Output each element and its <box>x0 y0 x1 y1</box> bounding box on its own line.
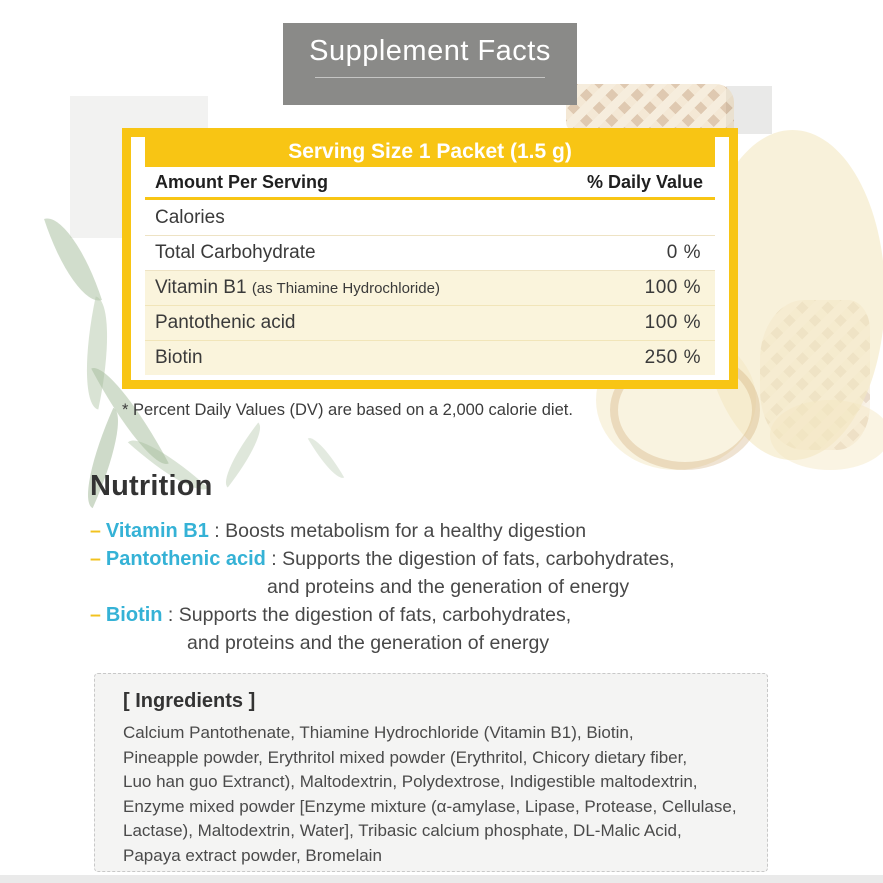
table-row <box>145 200 715 235</box>
table-column-headers <box>145 167 715 200</box>
nutrient-name: Calories <box>155 206 225 228</box>
supplement-facts-table <box>122 128 738 389</box>
ingredients-line: Calcium Pantothenate, Thiamine Hydrochloride (Vitamin B1), Biotin, <box>123 723 634 742</box>
serving-size-header: Serving Size 1 Packet (1.5 g) <box>145 137 715 167</box>
nutrition-item-continuation: and proteins and the generation of energy <box>267 576 630 598</box>
nutrition-section <box>90 470 810 657</box>
ingredients-line: Pineapple powder, Erythritol mixed powder (Erythritol, Chicory dietary fiber, <box>123 747 688 767</box>
nutrient-name: Vitamin B1 (as Thiamine Hydrochloride) <box>155 277 440 298</box>
nutrient-name: Pantothenic acid <box>155 312 296 333</box>
nutrient-description: Boosts metabolism for a healthy digestion <box>225 520 587 542</box>
amount-per-serving-header: Amount Per Serving <box>155 171 329 192</box>
ingredients-line: Luo han guo Extranct), Maltodextrin, Polydextrose, Indigestible maltodextrin, <box>123 772 698 791</box>
term-separator: : <box>265 548 283 570</box>
bottom-edge-strip <box>0 875 883 883</box>
nutrient-term: Pantothenic acid <box>105 548 266 570</box>
bullet-dash-icon: – <box>90 604 101 626</box>
ingredients-line: Enzyme mixed powder [Enzyme mixture (α-amylase, Lipase, Protease, Cellulase, <box>123 796 737 816</box>
pineapple-flesh-shape <box>770 400 883 470</box>
nutrition-item <box>90 601 810 629</box>
table-row <box>145 270 715 305</box>
nutrient-value: 100 % <box>644 277 701 298</box>
table-row <box>145 340 715 375</box>
nutrient-description: Supports the digestion of fats, carbohydrates, <box>178 604 572 626</box>
ingredients-heading: [ Ingredients ] <box>123 690 256 712</box>
pineapple-skin-texture <box>566 84 734 132</box>
ingredients-line: Lactase), Maltodextrin, Water], Tribasic calcium phosphate, DL-Malic Acid, <box>123 821 682 840</box>
ingredients-line: Papaya extract powder, Bromelain <box>123 845 382 865</box>
page-title: Supplement Facts <box>309 35 551 67</box>
nutrient-name: Total Carbohydrate <box>155 242 316 263</box>
nutrition-item-continuation: and proteins and the generation of energy <box>187 632 550 654</box>
nutrition-heading: Nutrition <box>90 470 213 502</box>
nutrient-name: Biotin <box>155 347 203 368</box>
nutrient-value: 250 % <box>644 347 701 368</box>
table-row <box>145 305 715 340</box>
nutrient-description: Supports the digestion of fats, carbohydrates, <box>282 548 675 570</box>
daily-value-footnote: * Percent Daily Values (DV) are based on a 2,000 calorie diet. <box>122 401 573 419</box>
term-separator: : <box>208 520 226 542</box>
bullet-dash-icon: – <box>90 548 101 570</box>
daily-value-header: % Daily Value <box>586 171 703 192</box>
nutrient-value: 100 % <box>644 312 701 333</box>
nutrient-term: Biotin <box>105 604 163 626</box>
title-underline <box>315 77 545 78</box>
nutrition-item <box>90 545 810 573</box>
bullet-dash-icon: – <box>90 520 101 542</box>
ingredients-box <box>94 673 768 872</box>
nutrient-note: (as Thiamine Hydrochloride) <box>251 280 440 297</box>
nutrition-item <box>90 517 810 545</box>
page-title-plate <box>283 23 577 105</box>
nutrient-term: Vitamin B1 <box>105 520 209 542</box>
term-separator: : <box>162 604 179 626</box>
nutrient-value: 0 % <box>666 242 701 263</box>
table-row <box>145 235 715 270</box>
